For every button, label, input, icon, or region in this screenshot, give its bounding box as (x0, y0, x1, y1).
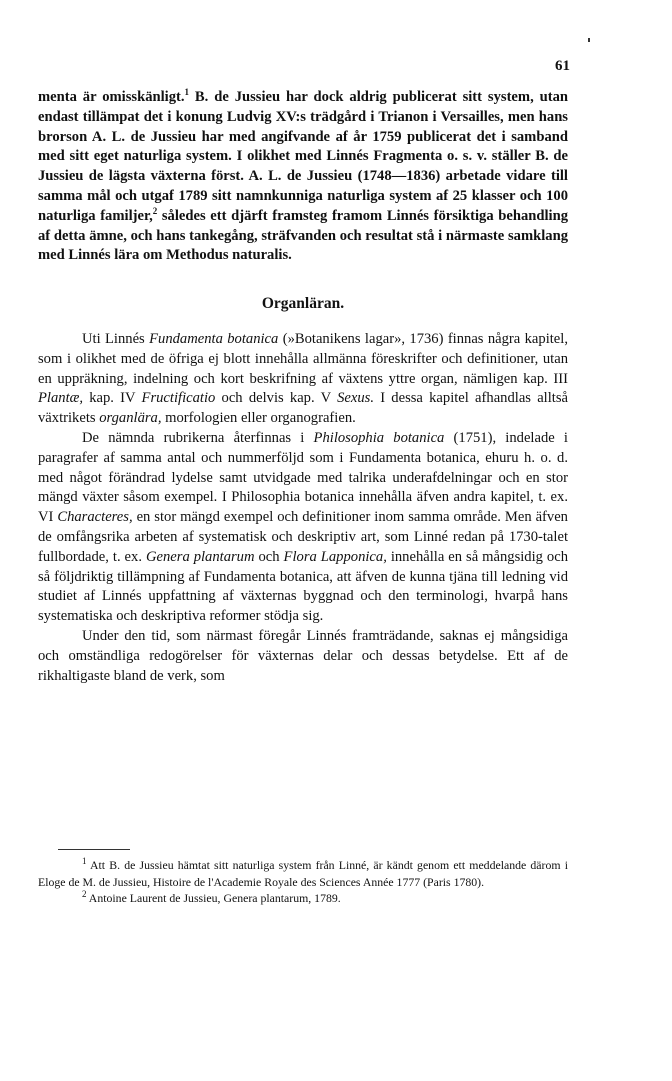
term-sexus: Sexus. (337, 390, 374, 407)
text-run: I dessa kapitel afhandlas alltså växtrikets (38, 390, 568, 427)
text-run: och delvis kap. V (215, 390, 338, 407)
footnote-divider (58, 849, 130, 850)
term-organlara: organlära, (99, 410, 162, 427)
footnote-2 (38, 890, 568, 907)
text-run: Under den tid, som närmast föregår Linnés framträdande, saknas ej mångsidiga och omständliga redogörelser för växternas delar och dessas betydelse. Ett af de rikhaltigaste bland de verk, som (38, 627, 568, 684)
footnote-ref-2: 2 (152, 205, 158, 216)
text-run: kap. IV (83, 390, 142, 407)
text-run: De nämnda rubrikerna återfinnas i (82, 429, 314, 446)
paragraph-fore-linne (38, 627, 568, 686)
footnote-mark-2: 2 (82, 889, 87, 900)
title-flora-lapponica: Flora Lapponica, (283, 548, 387, 565)
text-run: således ett djärft framsteg framom Linnés försiktiga behandling af detta ämne, och hans tankegång, sträfvanden och resultat stå i närmaste samklang med Linnés lära om Methodus naturalis. (38, 207, 569, 264)
text-run: och (254, 548, 284, 565)
footnote-text-2: Antoine Laurent de Jussieu, Genera plantarum, 1789. (86, 891, 341, 905)
title-genera-plantarum: Genera plantarum (145, 548, 255, 565)
term-plantae: Plantæ, (38, 390, 83, 407)
text-run: innehålla en så mångsidig och så följdriktig tillämpning af Fundamenta botanica, att äfven de kunna tjäna till ledning vid studiet af Linnés uppfattning af växternas byggnad och den terminologi, hvarpå hans systematiska och deskriptiva reformer stödja sig. (38, 548, 568, 625)
print-speck (588, 38, 590, 42)
term-characteres: Characteres, (57, 509, 133, 526)
text-run: menta är omisskänligt. (38, 89, 185, 105)
paragraph-fundamenta (38, 330, 568, 429)
text-run: (»Botanikens lagar», 1736) finnas några kapitel, som i olikhet med de öfriga ej blott innehålla allmänna föreskrifter och definitioner, utan en uppräkning, indelning och kort beskrifning af växtens yttre organ, nämligen kap. III (38, 330, 568, 387)
footnote-1 (38, 857, 568, 890)
footnotes (38, 857, 568, 907)
text-run: (1751), indelade i paragrafer af samma antal och nummerföljd som i Fundamenta botanica, ehuru h. o. d. med något förändrad lydelse samt utvidgade med talrika underafdelningar och en stor mängd växter såsom exempel. I Philosophia botanica innehålla äfven andra kapitel, t. ex. VI (38, 429, 568, 526)
title-fundamenta-botanica: Fundamenta botanica (149, 330, 279, 347)
text-run: B. de Jussieu har dock aldrig publicerat sitt system, utan endast tillämpat det i konung Ludvig XV:s trädgård i Trianon i Versailles, men hans brorson A. L. de Jussieu har med angifvande af år 1759 publicerat det i samband med sitt eget naturliga system. I olikhet med Linnés Fragmenta o. s. v. ställer B. de Jussieu de lägsta växterna först. A. L. de Jussieu (1748—1836) arbetade vidare till samma mål och utgaf 1789 sitt namnkunniga naturliga system af 25 klasser och 100 naturliga familjer, (38, 89, 569, 224)
text-run: Uti Linnés (82, 330, 150, 347)
footnote-text-1: Att B. de Jussieu hämtat sitt naturliga system från Linné, är kändt genom ett meddelande därom i Eloge de M. de Jussieu, Histoire de l'Academie Royale des Sciences Année 1777 (Paris 1780). (38, 858, 568, 889)
paragraph-jussieu (38, 88, 568, 266)
footnote-mark-1: 1 (82, 856, 87, 867)
main-text (38, 88, 568, 686)
page-number: 61 (555, 58, 570, 74)
text-run: en stor mängd exempel och definitioner inom samma område. Men äfven de omfångsrika arbeten af systematisk och deskriptiv art, som Linné redan på 1730-talet fullbordade, t. ex. (38, 509, 568, 565)
title-philosophia-botanica: Philosophia botanica (313, 429, 445, 446)
paragraph-philosophia (38, 429, 568, 627)
footnote-ref-1: 1 (184, 87, 190, 98)
section-heading: Organläran. (261, 295, 345, 313)
text-run: morfologien eller organografien. (161, 410, 356, 427)
term-fructificatio: Fructificatio (141, 390, 216, 407)
